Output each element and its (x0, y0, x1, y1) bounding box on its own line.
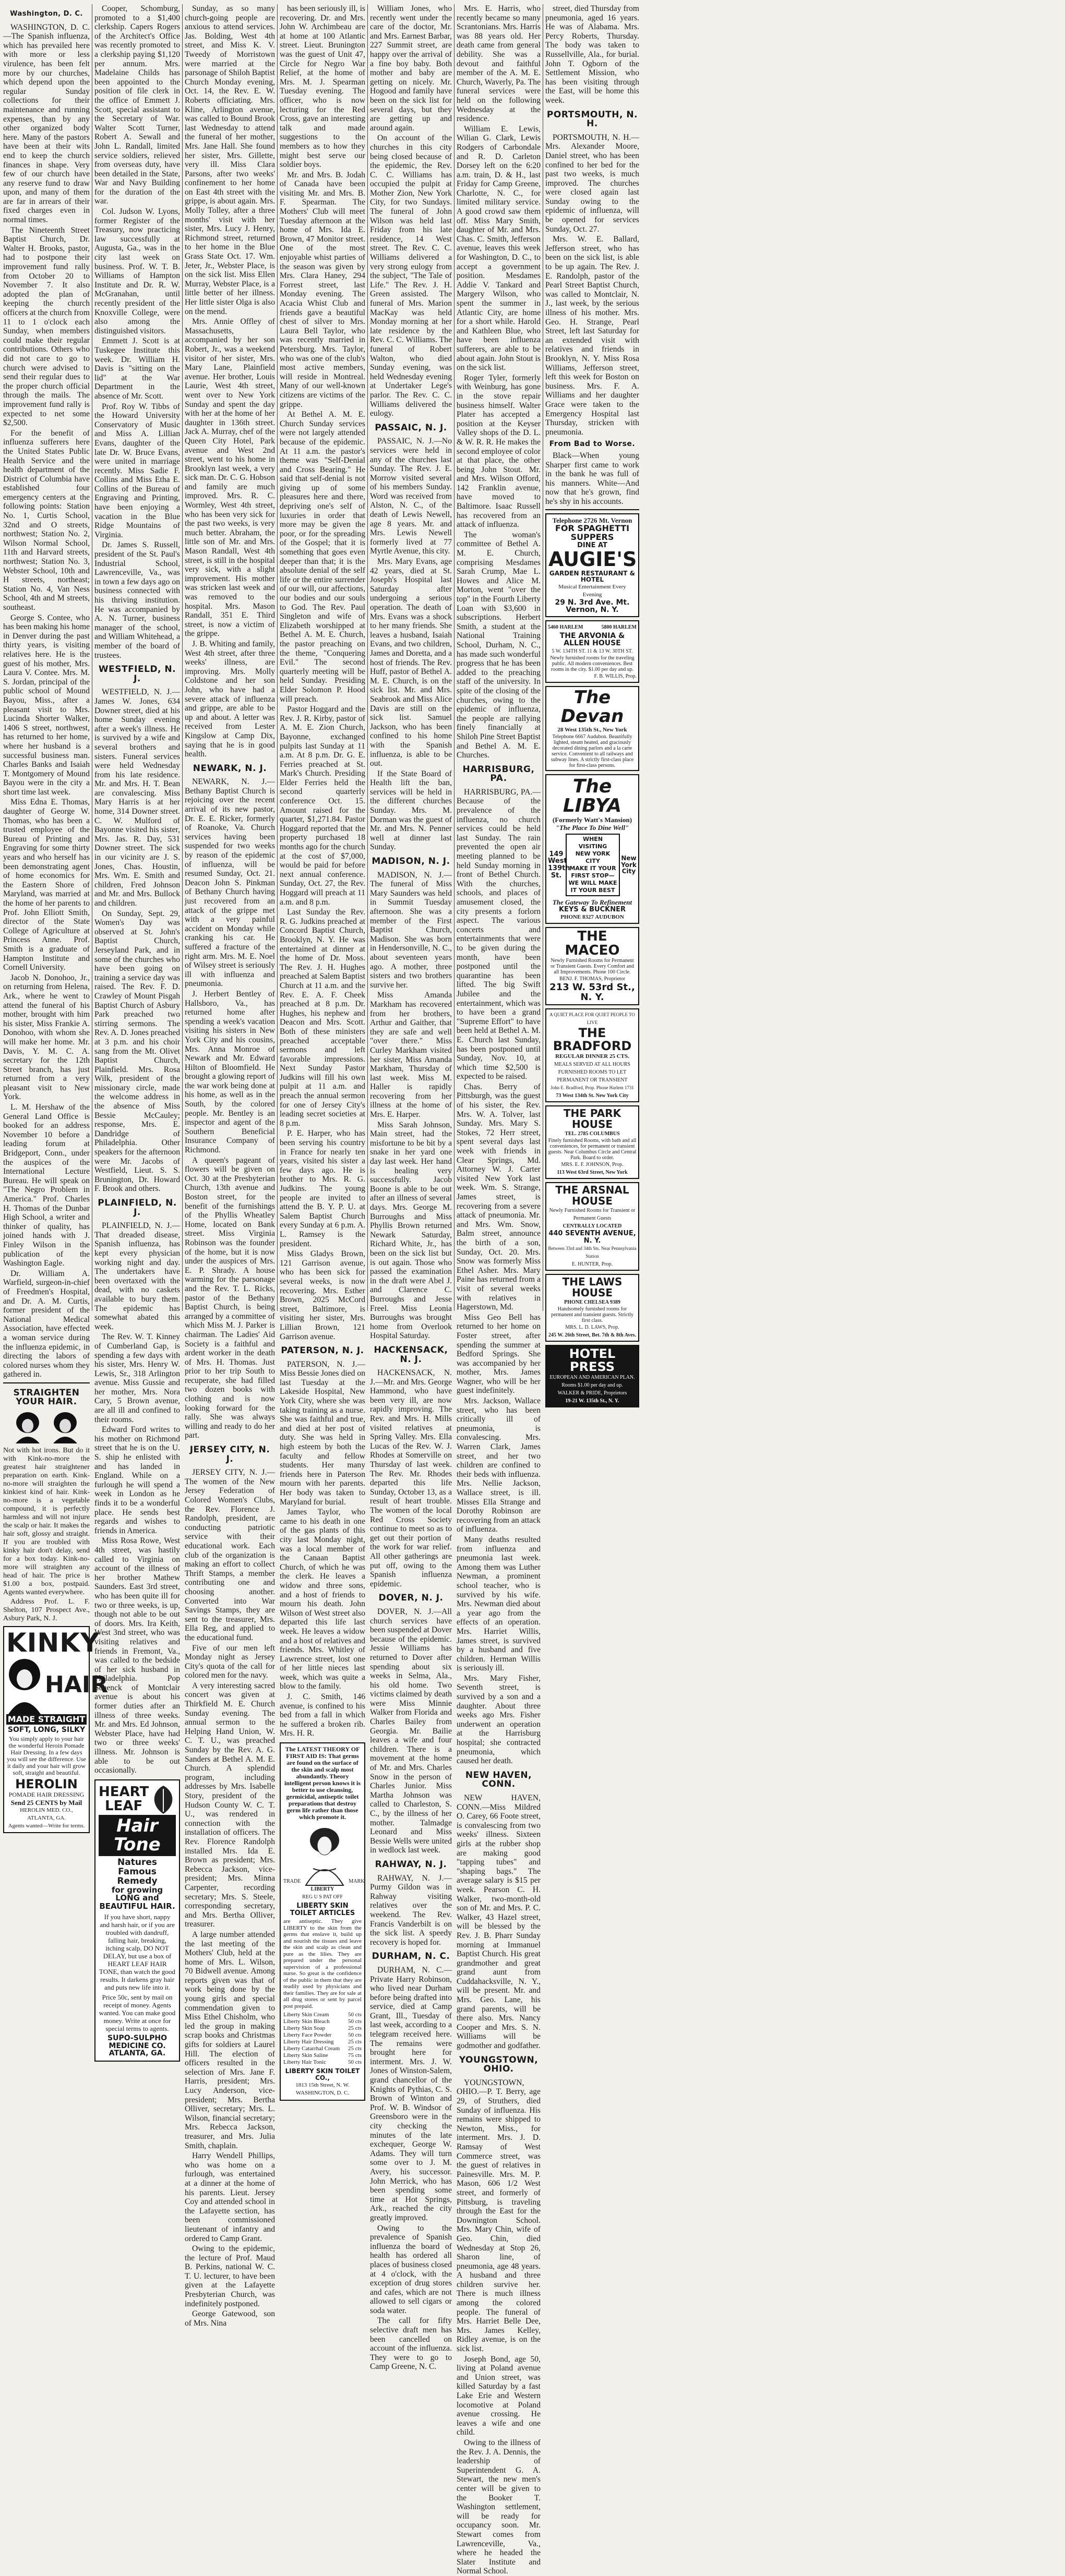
joke-text: Black—When young Sharper first came to work in the bank he was full of his manners. White—And now that he's grown, find he's shy in his accounts. (545, 451, 639, 506)
paragraph: J. B. Whiting and family, West 4th street, after three weeks' illness, are improving. Mrs. Molly Coldstone and her son John, who have had a severe attack of influenza and grippe, are able to be up and about. A letter was received from Lester Kingslow at Camp Dix, saying that he is in good health. (185, 639, 275, 759)
section-heading: DOVER, N. J. (378, 1593, 444, 1604)
section-heading: DURHAM, N. C. (372, 1951, 450, 1962)
hair-tone-price: Price 50c, sent by mail on receipt of money. Agents wanted. You can make good money. Write at once for special terms to agents. (99, 1993, 176, 2032)
price-item-price: 25 cts (348, 2025, 362, 2032)
liberty-theory: The LATEST THEORY OF FIRST AID IS: That germs are found on the surface of the skin and scalp most abundantly. Theory intelligent person knows it is better to use cleansing, germicidal, antiseptic toilet preparations that destroy germ life rather than those which promote it. (284, 1746, 361, 1821)
paragraph: George Gatewood, son of Mrs. Nina (185, 2309, 275, 2328)
arsnal-name: THE ARSNAL HOUSE (555, 1184, 629, 1208)
hair-tone-tagline: for growing LONG and BEAUTIFUL HAIR. (99, 1885, 175, 1911)
paragraph: Chas. Berry of Pittsburgh, was the guest of his sister, the Rev. Mrs. W. A. Tolver, last Sunday. Mrs. Mary S. Stokes, 72 Herr street, spent several days last week with friends in Clear Springs, Md. Attorney W. J. Carter visited New York last week. Wm. S. Strange, James street, is recovering from a severe attack of pneumonia. Mr. and Mrs. Wm. Snow, Balm street, announce the birth of a son, Sunday, Oct. 20. Mrs. Snow was formerly Miss Ethel Asher. Mrs. Mary Paine has returned from a visit of several weeks with relatives in Hagerstown, Md. (457, 1082, 541, 1312)
price-item-name: Liberty Skin Saline (283, 2052, 328, 2059)
section-heading: YOUNGSTOWN, OHIO. (459, 2054, 539, 2075)
price-item-price: 50 cts (348, 2012, 362, 2018)
augie-name: AUGIE'S (548, 547, 637, 571)
paragraph: Cooper, Schomburg, promoted to a $1,400 clerkship. Capers Rogers of the Architect's Office was recently promoted to a clerkship paying $1,120 per annum. Mrs. Madelaine Childs has been appointed to the position of file clerk in the office of Emmett J. Scott, special assistant to the Secretary of War. Walter Scott Turner, Robert A. Sewall and John L. Randall, limited service soldiers, relieved from overseas duty, have been detailed in the State, War and Navy Building for the duration of the war. (94, 4, 180, 206)
arsnal-address: 440 SEVENTH AVENUE, N. Y. (548, 1230, 636, 1245)
section-heading: HARRISBURG, PA. (462, 764, 535, 784)
ad-address: Address Prof. L. F. Shelton, 107 Prospect Ave., Asbury Park, N. J. (3, 1598, 90, 1623)
column-6 (457, 4, 541, 2576)
section-heading: PASSAIC, N. J. (375, 422, 447, 433)
price-row (283, 2012, 362, 2018)
maceo-name: THE MACEO (565, 928, 620, 959)
devan-ad (545, 686, 639, 771)
liberty-body: are antiseptic. They give LIBERTY to the skin from the germs that enslave it, build up and nourish the tissues and leave the skin and scalp as clean and pure as the lilies. They are prepared under the personal supervision of a professional nurse. So great is the confidence of the public in them that they are readily used by physicians and their families. They are for sale at all drug stores or sent by parcel post prepaid. (283, 1918, 362, 2009)
paragraph: Owing to the prevalence of Spanish influenza the board of health has ordered all places of business closed at 4 o'clock, with the exception of drug stores and cafes, which are not allowed to sell cigars or soda water. (370, 2223, 452, 2315)
laws-name: THE LAWS HOUSE (562, 1275, 623, 1299)
laws-prop: MRS. L. D. LAWS, Prop. (565, 1324, 619, 1330)
libya-number: 149 (549, 850, 564, 858)
paragraph: WASHINGTON, D. C.—The Spanish influenza, which has prevailed here with more or less virulence, has been felt more by our churches, which depend upon the regular Sunday collections for their maintenance and running expenses, than by any other organized body here. Many of the pastors have been at their wits end to keep the church finances in shape. Very few of our church have any reserve fund to draw upon, and many of them are far in arrears of their fixed charges even in normal times. (3, 22, 90, 225)
arvonia-body: Newly furnished rooms for the traveling public. All modern conveniences. Best rooms in the city. $1.00 per day and up. (550, 655, 635, 673)
paragraph: P. E. Harper, who has been serving his country in France for nearly ten years, visited his sister a few days ago. He is brother to Mrs. R. G. Judkins. The young people are invited to attend the B. Y. P. U. at Salem Baptist Church every Sunday at 6 p.m. A. L. Ramsey is the president. (280, 1129, 365, 1248)
press-prop: WALKER & PRIDE, Proprietors (557, 1390, 627, 1397)
paragraph: DURHAM, N. C.—Private Harry Robinson, who lived near Durham before being drafted into service, died at Camp Grant, Ill., Tuesday of last week, according to a telegram received here. The remains were brought here for interment. Mrs. J. W. Jones of Winston-Salem, grand chancellor of the Knights of Pythias, C. S. Brown of Winton and Prof. W. B. Windsor of Greensboro were in the city checking the minutes of the late exchequer, George W. Adams. They will turn some over to J. M. Avery, his successor. John Merrick, who has been spending some time at Hot Springs, Ark., reached the city greatly improved. (370, 1965, 452, 2222)
paragraph: NEW HAVEN, CONN.—Miss Mildred O. Carey, 66 Foote street, is convalescing from two weeks' illness. Sixteen girls at the rubber shop are making good "tapping tubes" and "shaping bags." The average salary is $15 per week. Pearson C. H. Walker, two-month-old son of Mr. and Mrs. P. C. Walker, 43 Hazel street, will be blessed by the Rev. J. B. Pharr Sunday morning at Immanuel Baptist Church. His great grandmother and great grand aunt from Cuddahacksville, N. Y., will be present. Mr. and Mrs. Geo. Lane, his grand parents, will be there also. Mrs. Nancy Cooper and Mrs. S. N. Williams will be godmother and godfather. (457, 1793, 541, 2051)
paragraph: PLAINFIELD, N. J.—That dreaded disease, Spanish influenza, has kept every physician working night and day. The undertakers have been overtaxed with the dead, with no caskets available to bury them. The epidemic has somewhat abated this week. (94, 1221, 180, 1331)
price-item-name: Liberty Skin Bleach (283, 2018, 330, 2025)
paragraph: Col. Judson W. Lyons, former Register of the Treasury, now practicing law successfully at Augusta, Ga., was in the city last week on business. Prof. W. T. B. Williams of Hampton Institute and Dr. R. W. McGranahan, until recently president of the Knoxville College, were also among the distinguished visitors. (94, 207, 180, 335)
column-rule (367, 4, 368, 1311)
bradford-name: THE BRADFORD (553, 1026, 632, 1054)
column-5 (370, 4, 452, 2372)
bradford-tag: A QUIET PLACE FOR QUIET PEOPLE TO LIVE (549, 1012, 635, 1026)
libya-tagline: "The Place To Dine Well" (555, 824, 629, 832)
maceo-prop: BENJ. F. THOMAS, Proprietor (559, 976, 626, 982)
laws-tel: PHONE CHELSEA 9389 (564, 1299, 620, 1305)
paragraph: A large number attended the last meeting of the Mothers' Club, held at the home of Mrs. L. Wilson, 70 Bidwell avenue. Among reports given was that of work being done by the young girls and special commendation given to Miss Ethel Chisholm, who led the group in making scrap books and Christmas gifts for soldiers at Laurel Hill. The election of officers resulted in the selection of Mrs. Jane F. Harris, president; Mrs. Lucy Anderson, vice-president; Mrs. Bertha Olliver, secretary; Mrs. L. Wilson, financial secretary; Mrs. Rebecca Jackson, treasurer, and Mrs. Julia Smith, chaplain. (185, 1930, 275, 2150)
price-item-name: Liberty Hair Dressing (283, 2039, 334, 2045)
section-heading: PATERSON, N. J. (281, 1345, 364, 1356)
woman-portrait-icon (50, 1411, 80, 1443)
paragraph: Dr. James S. Russell, president of the St. Paul's Industrial School, Lawrenceville, Va., was in town a few days ago on business connected with his thriving institution. He was accompanied by A. N. Turner, business manager of the school, and William Whitehead, a member of the board of trustees. (94, 540, 180, 660)
paragraph: Emmett J. Scott is at Tuskegee Institute this week. Dr. William H. Davis is "sitting on the lid" at the War Department in the absence of Mr. Scott. (94, 336, 180, 401)
liberty-label: LIBERTY (310, 1886, 334, 1893)
price-item-price: 50 cts (348, 2059, 362, 2066)
column-7-inner (545, 4, 639, 1407)
devan-name: The Devan (560, 687, 624, 727)
paragraph: PASSAIC, N. J.—No services were held in any of the churches last Sunday. The Rev. J. E. Morrow visited several of his members Sunday. Word was received from Alston, N. C., of the death of Lewis Newell, age 8 years. Mr. and Mrs. Lewis Newell formerly lived at 77 Myrtle Avenue, this city. (370, 437, 452, 556)
paragraph: At Bethel A. M. E. Church Sunday services were not largely attended because of the epidemic. At 11 a.m. the pastor's theme was "Self-Denial and Cross Bearing." He said that self-denial is not giving up of some pleasures here and there, depriving one's self of luxuries in order that more may be given the poor, or for the spreading of the Gospel; that it is something that goes even deeper than that; it is the absolute denial of the self life or the entire surrender of our will, our affections, our bodies and our souls to God. The Rev. Paul Singleton and wife of Elizabeth worshipped at Bethel A. M. E. Church, the pastor preaching on the theme, "Conquering Evil." The second quarterly meeting will be held Sunday. Presiding Elder Solomon P. Hood will preach. (280, 410, 365, 704)
section-heading: PLAINFIELD, N. J. (98, 1198, 177, 1218)
paragraph: The Nineteenth Street Baptist Church, Dr. Walter H. Brooks, pastor, had to postpone their improvement fund rally from October 20 to November 7. It also adopted the plan of keeping the church officers at the church from 11 to 1 o'clock each Sunday, when members could make their regular contributions. Others who did not care to go to church were advised to send their regular dues to the proper church official through the mails. The improvement fund rally is expected to net some $2,500. (3, 225, 90, 428)
bradford-line: FURNISHED ROOMS TO LET (558, 1069, 627, 1076)
kinky-body: You simply apply to your hair the wonderful Heroin Pomade Hair Dressing. In a few days you will see the difference. Use it daily and your hair will grow soft, straight and beautiful. (7, 1735, 86, 1777)
price-item-name: Liberty Face Powder (283, 2032, 332, 2039)
bradford-line: PERMANENT OR TRANSIENT (557, 1077, 628, 1084)
hair-tone-tagline: Natures Famous Remedy (117, 1857, 158, 1886)
ad-headline: STRAIGHTEN YOUR HAIR. (13, 1387, 80, 1407)
paragraph: JERSEY CITY, N. J.—The women of the New Jersey Federation of Colored Women's Clubs, the Rev. Florence J. Randolph, president, are conducting patriotic service with their educational work. Each club of the organization is making an effort to collect Thrift Stamps, a member contributing one and choosing another. Converted into War Savings Stamps, they are sent to the treasurer, Mrs. Ella Reg, and applied to the educational fund. (185, 1468, 275, 1642)
arvonia-address: 5 W. 134TH ST. 11 & 13 W. 30TH ST. (552, 648, 633, 655)
press-body: EUROPEAN AND AMERICAN PLAN. Rooms $1.00 per day and up. (549, 1375, 635, 1389)
libya-st: 139th (548, 864, 570, 873)
libya-st: St. (551, 871, 562, 880)
augie-line: DINE AT (577, 541, 607, 550)
liberty-city: WASHINGTON, D. C. (295, 2089, 350, 2096)
paragraph: Mr. and Mrs. B. Jodah of Canada have been visiting Mr. and Mrs. B. F. Spearman. The Mothers' Club will meet Tuesday afternoon at the home of Mrs. Ida E. Brown, 47 Monitor street. One of the most enjoyable whist parties of the season was given by Mrs. Clara Haney, 294 Forrest street, last Monday evening. The Acacia Whist Club and friends gave a beautiful chest of silver to Mrs. Laura Bell Taylor, who was recently married in Petersburg. Mrs. Taylor, who was one of the club's most active members, will reside in Montreal. Many of our well-known citizens are victims of the grippe. (280, 170, 365, 409)
send-cents: Send 25 CENTS by Mail (10, 1799, 82, 1807)
price-item-price: 50 cts (348, 2032, 362, 2039)
section-heading: WESTFIELD, N. J. (98, 664, 176, 684)
libya-ad (545, 774, 639, 924)
paragraph: MADISON, N. J.—The funeral of Miss Mary Saunders was held in Summit Tuesday afternoon. She was a member of the First Baptist Church, Madison. She was born in Hendersonville, N. C., about seventeen years ago. A mother, three sisters and two brothers survive her. (370, 870, 452, 990)
libya-callout-line: FIRST STOP— (571, 872, 615, 880)
devan-address: 28 West 135th St., New York (557, 726, 627, 733)
section-heading: RAHWAY, N. J. (375, 1859, 447, 1870)
ad-portraits (3, 1411, 90, 1443)
arsnal-prop: E. HUNTER, Prop. (571, 1261, 613, 1267)
park-house-ad (545, 1105, 639, 1179)
arsnal-near: Between 33rd and 34th Sts. Near Pennsylvania Station (548, 1245, 637, 1259)
price-item-name: Liberty Skin Soap (283, 2025, 326, 2032)
arsnal-body: Newly Furnished Rooms for Transient or Permanent Guests (549, 1208, 636, 1222)
paragraph: Mrs. W. E. Ballard, Jefferson street, who has been on the sick list, is able to be up again. The Rev. J. E. Randolph, pastor of the Pearl Street Baptist Church, was called to Montclair, N. J., last week, by the serious illness of his mother. Mrs. Geo. H. Strange, Pearl Street, left last Saturday for an extended visit with relatives and friends in Brooklyn, N. Y. Miss Rosa Williams, Jefferson street, left this week for Boston on business. Mrs. F. A. Williams and her daughter Grace were taken to the Emergency Hospital last Thursday, stricken with pneumonia. (545, 235, 639, 437)
paragraph: A very interesting sacred concert was given at Thirkfield M. E. Church Sunday evening. The annual sermon to the Helping Hand Union, W. C. T. U., was preached Sunday by the Rev. A. G. Sanders at Bethel A. M. E. Church. A splendid program, including addresses by Mrs. Isabelle Story, president of the Hudson County W. C. T. U., was rendered in connection with the installation of officers. The Rev. Florence Randolph installed Mrs. Ida E. Brown as president; Mrs. Rebecca Jackson, vice-president; Mrs. Minna Carpenter, recording secretary; Mrs. S. Steele, corresponding secretary, and Mrs. Bertha Olliver, treasurer. (185, 1681, 275, 1929)
maceo-address: 213 W. 53rd St., N. Y. (549, 982, 635, 1003)
bradford-line: John E. Bradford, Prop. Phone Harlem 1731 (551, 1085, 634, 1091)
herolin-company: HEROLIN MED. CO., ATLANTA, GA. (20, 1807, 73, 1822)
liberty-address: 1813 15th Street, N. W. (295, 2081, 350, 2088)
hair-tone-brand: Hair Tone (99, 1815, 176, 1856)
paragraph: street, died Thursday from pneumonia, aged 16 years. He was of Alabama. Mrs. Percy Roberts, Thursday. The body was taken to Russellville, Ala., for burial. John T. Ogborn of the Settlement Mission, who has been visiting through the East, will be home this week. (545, 4, 639, 105)
price-item-name: Liberty Hair Tonic (283, 2059, 327, 2066)
augie-line: FOR SPAGHETTI SUPPERS (555, 523, 630, 543)
paragraph: Prof. Roy W. Tibbs of the Howard University Conservatory of Music and Miss A. Lillian Evans, daughter of the late Dr. W. Bruce Evans, were united in marriage recently. Miss Sadie F. Collins and Miss Etha E. Collins of the Bureau of Engraving and Printing, have been enjoying a vacation in the Blue Ridge Mountains of Virginia. (94, 402, 180, 539)
park-name: THE PARK HOUSE (563, 1107, 621, 1131)
libya-callout-line: IT YOUR BEST (570, 887, 615, 894)
divider (545, 509, 639, 510)
price-row (283, 2045, 362, 2052)
paragraph: HARRISBURG, PA.—Because of the prevalence of the influenza, no church services could be held last Sunday. The rain prevented the open air meeting planned to be held Sunday morning in front of Bethel Church. With the churches, schools, and places of amusement closed, the city presents a forlorn aspect. The various concerts and entertainments that were to be given during the month, have been postponed until the quarantine has been lifted. The big Swift Jubilee and the entertainment, which was to have been a grand "Supreme Effort" to have been held at Bethel A. M. E. Church last Sunday, has been postponed until Sunday, Nov. 10, at which time $2,500 is expected to be raised. (457, 787, 541, 1081)
made-straight: MADE STRAIGHT (6, 1714, 87, 1725)
libya-west: West (548, 857, 567, 865)
arvonia-name: THE ARVONIA & ALLEN HOUSE (559, 631, 625, 648)
maceo-body: Newly Furnished Rooms for Permanent or Transient Guests. Every Comfort and all Improvements. Phone 100 Circle. (551, 958, 634, 976)
libya-callout-line: WE WILL MAKE (568, 880, 617, 887)
augies-ad (545, 513, 639, 617)
paragraph: Sunday, as so many church-going people are anxious to attend services. Jas. Bolding, West 4th street, and Miss K. V. Tweedy of Morristown were married at the parsonage of Shiloh Baptist Church Monday evening, Oct. 14, the Rev. E. W. Roberts officiating. Mrs. Kline, Arlington avenue, was called to Bound Brook last Wednesday to attend the funeral of her mother, Mrs. Jane Hall. She found her sister, Mrs. Gillette, very ill. Miss Clara Parsons, after two weeks' confinement to her home on East 4th street with the grippe, is about again. Mrs. Molly Tolley, after a three months' visit with her sister, Mrs. Lucy J. Henry, Richmond street, returned to her home in the Blue Grass State Oct. 17. Wm. Jeter, Jr., Webster Place, is on the sick list. Miss Ellen Murray, Webster Place, is a little better of her illness. Her little sister Olga is also on the mend. (185, 4, 275, 316)
bradford-address: 73 West 134th St. New York City (556, 1093, 629, 1099)
paragraph: PATERSON, N. J.—Miss Bessie Jones died on last Tuesday at the Lakeside Hospital, New York City, where she was taking training as a nurse. She was faithful and true, and died at her post of duty. She was held in high esteem by both the faculty and fellow students. Her many friends here in Paterson mourn with her parents. Her body was taken to Maryland for burial. (280, 1359, 365, 1507)
paragraph: Owing to the epidemic, the lecture of Prof. Maud B. Perkins, national W. C. T. U. lecturer, to have been given at the Lafayette Presbyterian Church, was indefinitely postponed. (185, 2244, 275, 2308)
hair-tone-city: ATLANTA, GA. (109, 2049, 166, 2058)
price-item-price: 25 cts (348, 2039, 362, 2045)
park-tel: TEL. 2785 COLUMBUS (565, 1131, 620, 1137)
laws-body: Handsomely furnished rooms for permanent and transient guests. Strictly first class. (551, 1306, 634, 1323)
paragraph: YOUNGSTOWN, OHIO.—P. T. Berry, age 29, of Struthers, died Sunday of influenza. His remains were shipped to Newton, Miss., for interment. Mrs. J. D. Ramsay of West Commerce street, was the guest of relatives in Painesville. Mrs. M. P. Mason, 606 1/2 West street, and formerly of Pittsburg, is traveling through the East for the Downington School. Mrs. Mary Chin, wife of Geo. Chin, died Wednesday at Stop 26, Sharon line, of pneumonia, age 48 years. A husband and three children survive her. There is much illness among the colored people. The funeral of Mrs. Harriet Belle Dee, Mrs. James Kelley, Ridley avenue, is on the sick list. (457, 2078, 541, 2354)
section-heading: NEWARK, N. J. (193, 763, 267, 774)
liberty-woman-icon (301, 1823, 349, 1885)
park-address: 113 West 63rd Street, New York (557, 1170, 628, 1176)
paragraph: DOVER, N. J.—All church services have been suspended at Dover because of the epidemic. Jessie Williams has returned to Dover after spending about six weeks in Selma, Ala., his old home. Two victims claimed by death were Miss Minnie Walker from Florida and Charles Bailey from Georgia. Mr. Bailie leaves a wife and four children. There is a movement at the home of Mr. and Mrs. Charles Snow in the person of Charles Junior. Miss Martha Johnson was called to Charleston, S. C., by the illness of her mother. Talmadge Leonard and Miss Bessie Wells were united in wedlock last week. (370, 1607, 452, 1855)
libya-new: New (621, 854, 637, 862)
leaf-icon (149, 1784, 178, 1815)
paragraph: Miss Gladys Brown, 121 Garrison avenue, who has been sick for several weeks, is now recovering. Mrs. Esther Brown, 2025 McCord street, Baltimore, is visiting her sister, Mrs. Lillian Brown, 121 Garrison avenue. (280, 1249, 365, 1341)
arvonia-phone: 5800 HARLEM (601, 624, 637, 631)
paragraph: For the benefit of influenza sufferers here the United States Public Health Service and the health department of the District of Columbia have established four emergency centers at the following points: Station No. 1, Curtis School, 32nd and O streets, northwest; Station No. 2, Wilson Normal School, 11th and Harvard streets, northwest; Station No. 3, Webster School, 10th and H streets, northeast; Station No. 4, Van Ness School, 4th and M streets, southeast. (3, 428, 90, 612)
libya-callout-line: WHEN VISITING (578, 836, 607, 850)
libya-callout-line: MAKE IT YOUR (569, 865, 616, 872)
pomade-label: POMADE HAIR DRESSING (8, 1791, 85, 1799)
augie-line: Musical Entertainment Every Evening (558, 583, 626, 598)
maceo-ad (545, 927, 639, 1005)
paragraph: If the State Board of Health lift the ban, services will be held in the different churches Sunday. Mrs. M. Dorman was the guest of Mr. and Mrs. N. Penner well at dinner last Sunday. (370, 769, 452, 852)
bradford-line: REGULAR DINNER 25 CTS. (555, 1053, 629, 1060)
paragraph: Jacob N. Donohoo, Jr., on returning from Helena, Ark., where he went to attend the funeral of his mother, brought with him his sister, Miss Frankie A. Donohoo, with whom she will make her home. Mr. Davis, Y. M. C. A. secretary for the 12th Street branch, has just returned from a very pleasant visit to New York. (3, 973, 90, 1102)
augie-line: GARDEN RESTAURANT & HOTEL (549, 569, 636, 584)
divider (3, 1382, 90, 1383)
paragraph: has been seriously ill, is recovering. Dr. and Mrs. John W. Archimbeau are at home at 100 Atlantic street. Lieut. Brunington was the guest of Unit 47, Circle for Negro War Relief, at the home of Mrs. M. J. Spearman Tuesday evening. The officer, who is now lecturing for the Red Cross, gave an interesting talk and made suggestions to the members as to how they might best serve our soldier boys. (280, 4, 365, 170)
paragraph: Joseph Bond, age 50, living at Poland avenue and Union street, was killed Saturday by a fast Lake Erie and Western locomotive at Poland avenue crossing. He leaves a wife and one child. (457, 2354, 541, 2437)
paragraph: Last Sunday the Rev. R. G. Judkins preached at Concord Baptist Church, Brooklyn, N. Y. He was entertained at dinner at the home of Dr. Moss. The Rev. J. H. Hughes preached at Salem Baptist Church at 11 a.m. and the Rev. E. A. F. Cheek preached at 8 p.m. Dr. Hughes, his nephew and Deacon and Mrs. Scott. Both of these ministers preached acceptable sermons and left favorable impressions. Next Sunday Pastor Judkins will fill his own pulpit at 11 a.m. and preach the annual sermon for one of Jersey City's leading secret societies at 8 p.m. (280, 908, 365, 1128)
paragraph: Miss Geo Bell has returned to her home on Foster street, after spending the summer at Bedford Springs. She was accompanied by her mother, Mrs. James Wagner, who will be her guest indefinitely. (457, 1313, 541, 1395)
hotel-press-ad (545, 1345, 639, 1407)
column-rule (277, 4, 278, 1311)
section-heading: HACKENSACK, N. J. (374, 1344, 448, 1365)
kinky-hair-word: HAIR (45, 1671, 109, 1699)
laws-address: 245 W. 26th Street, Bet. 7th & 8th Aves. (548, 1332, 636, 1338)
section-heading: MADISON, N. J. (372, 856, 450, 867)
arvonia-ad (545, 620, 639, 683)
paragraph: James Taylor, who came to his death in one of the gas plants of this city last Monday night, was a local member of the Canaan Baptist Church, of which he was the clerk. He leaves a widow and three sons, and a host of friends to mourn his death. John Wilson of West street also departed this life last week. He leaves a widow and a host of relatives and friends. Mrs. Whitley of Lawrence street, lost one of her little nieces last week, which was quite a blow to the family. (280, 1508, 365, 1691)
column-4 (280, 4, 365, 2096)
arvonia-phone: 5460 HARLEM (548, 624, 583, 631)
column-3 (185, 4, 275, 2328)
paragraph: Roger Tyler, formerly with Weinburg, has gone in the stove repair business himself. Walter Plater has accepted a position at the Keyser Valley shops of the D. L. & W. R. R. He makes the second employee of color at that place, the other being John Stout. Mr. and Mrs. Wilson Offord, 142 Franklin avenue, have moved to Baltimore. Isaac Russell has recovered from an attack of influenza. (457, 373, 541, 529)
paragraph: NEWARK, N. J.—Bethany Baptist Church is rejoicing over the recent arrival of its new pastor, Dr. E. E. Ricker, formerly of Roanoke, Va. Church services having been suspended for two weeks by reason of the epidemic of influenza, will be resumed Sunday, Oct. 21. Deacon John S. Pinkman of Bethany Church having just recovered from an attack of the grippe met with a very painful accident on Monday while cranking his car. He suffered a fracture of the right arm. Mrs. M. E. Noel of Wilsey street is seriously ill with influenza and pneumonia. (185, 777, 275, 989)
arvonia-tags (548, 623, 637, 632)
libya-street (548, 850, 570, 880)
park-body: Finely furnished Rooms, with bath and all conveniences, for permanent or transient guests. Near Columbus Circle and Central Park. Board to order. (548, 1138, 637, 1161)
paragraph: William E. Lewis, Wilian G. Clark, Lewis Rodgers of Carbondale and R. D. Carleton Dorsey left on the 6:20 a.m. train, D. & H., last Friday for Camp Greene, Charlotte, N. C., for limited military service. A good crowd saw them off. Miss Mary Smith, daughter of Mr. and Mrs. Chas. C. Smith, Jefferson avenue, leaves this week for Washington, D. C., to accept a government position. Mesdames Addie V. Tankard and Margery Wilson, who spent the summer in Atlantic City, are home for a short while. Harold and Kathleen Blue, who have been influenza sufferers, are able to be about again. John Stout is on the sick list. (457, 124, 541, 372)
paragraph: Many deaths resulted from influenza and pneumonia last week. Among them was Luther Newman, a prominent school teacher, who is survived by his wife. Mrs. Newman died about a year ago from the effects of an operation. Mrs. Harriet Willis, James street, is survived by a husband and five children. Herman Willis is seriously ill. (457, 1535, 541, 1673)
augie-telephone: Telephone 2726 Mt. Vernon (552, 516, 632, 525)
libya-callout (566, 834, 620, 896)
heart-word: HEART (99, 1784, 149, 1800)
paragraph: Owing to the illness of the Rev. J. A. Dennis, the leadership of Superintendent G. A. Stewart, the new men's center will be given to the Booker T. Washington settlement, will be ready for occupancy soon. Mr. Stewart comes from Lawrenceville, Va., where he headed the Slater Institute and Normal School. (457, 2438, 541, 2576)
paragraph: Dr. William A. Warfield, surgeon-in-chief of Freedmen's Hospital, and Dr. A. M. Curtis, former president of the National Medical Association, have effected a woman service during the influenza epidemic, in directing the labors of colored nurses whom they gathered in. (3, 1269, 90, 1379)
paragraph: RAHWAY, N. J.—Purmy Gildon was in Rahway visiting relatives over the weekend. The Rev. Francis Vanderbilt is on the sick list. A speedy recovery is hoped for. (370, 1873, 452, 1947)
ad-body: Not with hot irons. But do it with Kink-no-more the greatest hair straightener preparation on earth. Kink-no-more will straighten the kinkiest kind of hair. Kink-no-more is a vegetable compound, it is perfectly harmless and will not injure the scalp or hair. It makes the hair soft, glossy and straight. If you are troubled with kinky hair don't delay, send for a box today. Kink-no-more will straighten any head of hair. The price is $1.00 a box, postpaid. Agents wanted everywhere. (3, 1447, 90, 1597)
arsnal-ad (545, 1182, 639, 1270)
libya-city (621, 855, 637, 875)
paragraph: J. Herbert Bentley of Hallsboro, Va., has returned home after spending a week's vacation visiting his sisters in New York City and his cousins, Mrs. Anna Monroe of Newark and Mr. Edward Hilton of Bloomfield. He brought a glowing report of the war work being done at his home, as well as in the South, by the colored people. Mr. Bentley is an inspector and agent of the Southern Beneficial Insurance Company of Richmond. (185, 989, 275, 1155)
column-1 (3, 4, 109, 1829)
section-heading: NEW HAVEN, CONN. (465, 1770, 532, 1790)
paragraph: George S. Contee, who has been making his home in Denver during the past thirty years, is visiting relatives here. He is the guest of his mother, Mrs. Laura V. Contee. Mrs. M. S. Jordan, principal of the public school of Mound Bayou, Miss., after a pleasant visit to Mrs. Lucinda Shorter Walker, 1406 S street, northwest, has returned to her home, where her husband is a successful business man. Charles Banks and Isaiah T. Montgomery of Mound Bayou were in the city a short time last week. (3, 613, 90, 797)
paragraph: On Sunday, Sept. 29, Women's Day was observed at St. John's Baptist Church, Jerseyland Park, and in some of the churches who have been going on training a service day was raised. The Rev. F. D. Crawley of Mount Pisgah Baptist Church of Asbury Park preached two stirring sermons. The Rev. A. D. Jones preached at 3 p.m. and his choir sang from the Mt. Olivet Baptist Church, Plainfield. Mrs. Rosa Wilk, president of the missionary circle, made the welcome address in the absence of Miss Bessie McCauley; response, Mrs. E. Dandridge of Philadelphia. Other speakers for the afternoon were Mr. Jacobs of Westfield, Lieut. S. S. Brunington, Dr. Howard F. Brook and others. (94, 909, 180, 1194)
paragraph: Mrs. Mary Fisher, Seventh street, is survived by a son and a daughter. About three weeks ago Mrs. Fisher underwent an operation at the Harrisburg hospital; she contracted pneumonia, which caused her death. (457, 1674, 541, 1766)
libya-props: KEYS & BUCKNER (559, 906, 626, 914)
paragraph: HACKENSACK, N. J.—Mr. and Mrs. George Hammond, who have been very ill, are now rapidly improving. The Rev. and Mrs. H. Mills visited relatives at Spring Valley. Mrs. Ella Lucas of the Rev. W. J. Rhodes at Somerville on Thursday of last week. The Rev. Mr. Rhodes departed this life Sunday, October 13, as a result of heart trouble. The women of the local Red Cross Society continue to meet so as to get out their portion of the work for war relief. All other gatherings are put off, owing to the Spanish influenza epidemic. (370, 1368, 452, 1588)
libya-gateway: The Gateway To Refinement (552, 898, 632, 907)
price-row (283, 2052, 362, 2059)
mark-label: MARK (349, 1879, 365, 1885)
libya-subtitle: (Formerly Watt's Mansion) (552, 816, 632, 824)
liberty-price-list (283, 2012, 362, 2066)
price-row (283, 2025, 362, 2032)
price-row (283, 2039, 362, 2045)
liberty-company: LIBERTY SKIN TOILET CO., (285, 2067, 360, 2081)
joke-heading: From Bad to Worse. (549, 440, 636, 449)
reg-label: REG U S PAT OFF (302, 1894, 343, 1900)
press-name: HOTEL PRESS (569, 1346, 616, 1374)
price-item-price: 25 cts (348, 2045, 362, 2052)
column-7 (545, 4, 1062, 1404)
section-heading: PORTSMOUTH, N. H. (546, 109, 638, 129)
paragraph: Mrs. Mary Evans, age 42 years, died at St. Joseph's Hospital last Saturday after undergoing a serious operation. The death of Mrs. Evans was a shock to her many friends. She leaves a husband, Isaiah Evans, and two children, James and Doretta, and a host of friends. The Rev. Huff, pastor of Bethel A. M. E. Church, is on the sick list. Mr. and Mrs. Seabrook and Miss Alice Davis are still on the sick list. Samuel Jackson, who has been confined to his home with the Spanish influenza, is able to be out. (370, 557, 452, 768)
kinky-title: KINKY (6, 1628, 100, 1658)
paragraph: The call for fifty selective draft men has been cancelled on account of the influenza. They were to go to Camp Greene, N. C. (370, 2316, 452, 2372)
hair-tone-body: If you have short, nappy and harsh hair, or if you are troubled with dandruff, falling hair, breaking, itching scalp, DO NOT DELAY, but use a box of HEART LEAF HAIR TONE, than watch the good results. It darkens gray hair and puts new life into it. (99, 1912, 175, 1991)
paragraph: WESTFIELD, N. J.—James W. Jones, 634 Downer street, died at his home Sunday evening after a week's illness. He is survived by a wife and several brothers and sisters. Funeral services were held Wednesday from his late residence. Mr. and Mrs. H. T. Bean are convalescing. Miss Mary Harris is at her home, 314 Downer street. C. W. Mulford of Bayonne visited his sister, Mrs. Jas. R. Day, 531 Downer street. The sick in our vicinity are J. S. Jones, Chas. Houstin, Mrs. Wm. E. Smith and children, Fred Johnson and Mr. and Mrs. Bullock and children. (94, 688, 180, 908)
libya-york: York (621, 861, 637, 869)
trade-label: TRADE (283, 1879, 301, 1885)
hair-tone-company: SUPO-SULPHO MEDICINE CO. (107, 2033, 167, 2050)
laws-house-ad (545, 1274, 639, 1342)
paragraph: Miss Rosa Rowe, West 4th street, was hastily called to Virginia on account of the illness of her brother Mathew Saunders. East 3rd street, who has been quite ill for two or three weeks, is up, though not able to be out of doors. Mrs. Ira Keith, West 3nd street, who was visiting relatives and friends in Fremont, Va., was called to the bedside of her sick husband in Philadelphia. Pop Schenck of Montclair avenue is about his former duties after an illness of three weeks. Mr. and Mrs. Ed Johnson, Webster Place, have had two or three weeks' illness. Mr. Johnson is able to be out occasionally. (94, 1536, 180, 1775)
paragraph: On account of the churches in this city being closed because of the epidemic, the Rev. C. C. Williams has occupied the pulpit at Mother Zion, New York City, for two Sundays. The funeral of John Wilson was held last Friday from his late residence, 14 West street. The Rev. C. C. Williams delivered a very strong eulogy from the subject, "The Tale of Life." The Rev. J. H. Green assisted. The funeral of Mrs. Marion MacKay was held Monday morning at her late residence by the Rev. C. C. Williams. The funeral of Robert Walton, who died Sunday evening, was held Wednesday evening at Undertaker Lege's parlor. The Rev. C. C. Williams delivered the eulogy. (370, 134, 452, 418)
paragraph: Edward Ford writes to his mother on Richmond street that he is on the U. S. ship he enlisted with and has landed in England. While on a furlough he will spend a week in London as he finds it to be a wonderful place. He sends best regards and wishes to friends in America. (94, 1425, 180, 1535)
bradford-line: MEALS SERVED AT ALL HOURS (554, 1062, 630, 1068)
arvonia-prop: F. B. WILLIS, Prop. (594, 673, 637, 680)
column-rule (182, 4, 183, 1311)
liberty-skin-ad (280, 1742, 365, 2100)
park-prop: MRS. E. F. JOHNSON, Prop. (561, 1162, 624, 1168)
libya-phone: PHONE 8327 AUDUBON (560, 913, 624, 920)
price-item-price: 75 cts (348, 2052, 362, 2059)
price-row (283, 2059, 362, 2066)
paragraph: William Jones, who recently went under the care of the doctor, Mr. and Mrs. Earnest Barbar, 227 Summit street, are happy over the arrival of a fine boy baby. Both mother and baby are getting on nicely. Mr. Hogood and family have been on the sick list for several days, but they are getting up and around again. (370, 4, 452, 133)
dateline: Washington, D. C. (10, 10, 83, 18)
paragraph: A queen's pageant of flowers will be given on Oct. 30 at the Presbyterian Church, 13th avenue and Boston street, for the benefit of the furnishings of the Phyllis Wheatley Home, located on Bank street. Miss Virginia Robinson was the founder of the home, but it is now under the auspices of Mrs. E. P. Shrady. A house warming for the parsonage and the Rev. T. L. Ricks, pastor of the Bethany Baptist Church, is being arranged by a committee of which Miss M. J. Parker is chairman. The Ladies' Aid Society is a faithful and ardent worker in the death of Mrs. H. Thomas. Just prior to her trip South to recuperate, she had filled two dozen books with clothing and is now looking forward for the rally. She was always willing and ready to do her part. (185, 1155, 275, 1440)
price-item-name: Liberty Skin Cream (283, 2012, 329, 2018)
soft-long-silky: SOFT, LONG, SILKY (7, 1726, 86, 1735)
paragraph: Miss Amanda Markham has recovered from her brothers, Arthur and Gaither, that they are safe and well "over there." Miss Curley Markham visited her sister, Miss Amanda Markham, Thursday of last week. Miss M. Haller is rapidly recovering from her illness at the home of Mrs. E. Harper. (370, 991, 452, 1120)
leaf-word: LEAF (105, 1798, 143, 1814)
paragraph: The Rev. W. T. Kinney of Cumberland Gap, is spending a few days with his sister, Mrs. Henry W. Lewis, Sr., 318 Arlington avenue. Miss Gussie and her mother, Mrs. Nora Cary, 5 Brown avenue, are all ill and confined to their rooms. (94, 1332, 180, 1424)
paragraph: Mrs. Annie Offley of Massachusetts, accompanied by her son Robert, Jr., was a weekend visitor of her sister, Mrs. Mary Lane, Plainfield avenue. Her brother, Louis Laurie, West 4th street, went over to New York Sunday and spent the day with her at the home of her daughter in 136th street. Jack A. Murray, chef of the Queen City Hotel, Park avenue and West 2nd street, went to his home in Brooklyn last week, a very sick man. Dr. C. G. Hobson and family are much improved. Mrs. R. C. Wormley, West 4th street, who has been very sick for the past two weeks, is very much better. Abraham, the little son of Mr. and Mrs. Mason Randall, West 4th street, is still in the hospital very sick, with a slight improvement. His mother was stricken last week and was removed to the hospital. Mrs. Mason Randall, 351 E. Third street, is now a victim of the grippe. (185, 317, 275, 639)
woman-portrait-icon (13, 1411, 43, 1443)
paragraph: Harry Wendell Phillips, who was home on a furlough, was entertained at a dinner at the home of his parents. Lieut. Jersey Coy and attended school in the Lafayette section, has been commissioned lieutenant of infantry and ordered to Camp Grant. (185, 2151, 275, 2243)
devan-body: Telephone 6667 Audubon. Beautifully lighted, steam heated, and graciously decorated dining parlors and a la carte service. Convenient to all railways and subway lines. A strictly first-class place for first-class persons. (551, 733, 634, 768)
press-address: 19-21 W. 135th St., N. Y. (565, 1398, 619, 1404)
libya-callout-line: NEW YORK CITY (575, 850, 611, 865)
paragraph: PORTSMOUTH, N. H.—Mrs. Alexander Moore, Daniel street, who has been confined to her bed for the past two weeks, is much improved. The churches were closed again last Sunday owing to the epidemic of influenza, will be opened for services Sunday, Oct. 27. (545, 133, 639, 234)
paragraph: Five of our men left Monday night as Jersey City's quota of the call for colored men for the navy. (185, 1643, 275, 1680)
paragraph: Pastor Hoggard and the Rev. J. R. Kirby, pastor of A. M. E. Zion Church, Bayonne, exchanged pulpits last Sunday at 11 a.m. At 8 p.m. Dr. G. E. Ferries preached at St. Mark's Church. Presiding Elder Ferries held the second quarterly conference Oct. 15. Amount raised for the quarter, $1,271.84. Pastor Hoggard reported that the property purchased 18 months ago for the church at the cost of $7,000, would be paid for before next annual conference. Sunday, Oct. 27, the Rev. Hoggard will preach at 11 a.m. and 8 p.m. (280, 705, 365, 907)
paragraph: The woman's committee of Bethel A. M. E. Church, comprising Mesdames Sarah Crump, Mae L. Howes and Alice M. Morton, went "over the top" in the Fourth Liberty Loan with $3,600 in subscriptions. Herbert Smith, a student at the National Training School, Durham, N. C., has made such wonderful progress that he has been added to the preaching staff of the university. In spite of the closing of the churches, owing to the epidemic of influenza, the people are rallying finely financially at Shiloh Pine Street Baptist and Bethel A. M. E. Churches. (457, 530, 541, 760)
price-item-price: 50 cts (348, 2018, 362, 2025)
column-2 (94, 4, 180, 2058)
paragraph: Mrs. Jackson, Wallace street, who has been critically ill of pneumonia, is convalescing. Mrs. Warren Clark, James street, and her two children are confined to their beds with influenza. Mrs. Nellie Jackson, Wallace street, is ill. Misses Ella Strange and Dorothy Robinson are recovering from an attack of influenza. (457, 1397, 541, 1534)
arsnal-location: CENTRALLY LOCATED (563, 1223, 622, 1230)
herolin-brand: HEROLIN (15, 1777, 78, 1792)
libya-name: The LIBYA (563, 775, 622, 817)
price-item-name: Liberty Catarrhal Cream (283, 2045, 340, 2052)
paragraph: Mrs. E. Harris, who recently became so many Scrantonians. Mrs. Harris was 88 years old. Her death came from general debility. She was a devout and faithful member of the A. M. E. Church, Waverly, Pa. The funeral services were held on the following Wednesday at the residence. (457, 4, 541, 124)
price-row (283, 2032, 362, 2039)
augie-address: 29 N. 3rd Ave. Mt. Vernon, N. Y. (555, 598, 630, 615)
paragraph: L. M. Hershaw of the General Land Office is booked for an address November 10 before a leading forum at Bridgeport, Conn., under the auspices of the International Lecture Bureau. He will speak on "The Negro Problem in America." Prof. Charles H. Thomas of the Dunbar High School, a writer and thinker of quality, has joined hands with J. Finley Wilson in the publication of the Washington Eagle. (3, 1103, 90, 1268)
heart-leaf-ad (94, 1779, 180, 2062)
paragraph: Miss Sarah Johnson, Main street, had the misfortune to be bit by a snake in her yard one day last week. Her hand is healing very successfully. Jacob Boone is able to be out after an illness of several days. Mrs. George M. Burroughs and Miss Phyllis Brown returned Newark Saturday, Richard White, Jr., has been on the sick list but is out again. Those who passed the examination in the draft were Abel J. and Clarence C. Burroughs and Jesse Freel. Miss Leonia Burroughs was brought home from Overlook Hospital Saturday. (370, 1120, 452, 1341)
bradford-ad (545, 1008, 639, 1102)
agents-wanted: Agents wanted—Write for terms. (8, 1823, 85, 1829)
paragraph: J. C. Smith, 146 avenue, is confined to his bed from a fall in which he suffered a broken rib. Mrs. H. R. (280, 1692, 365, 1738)
libya-city-word: City (621, 868, 636, 875)
paragraph: Miss Edna E. Thomas, daughter of George W. Thomas, who has been a trusted employee of the Bureau of Printing and Engraving for some thirty years and who herself has been demonstrating agent of home economics for the Eastern Shore of Maryland, was married at the home of her parents to Prof. John Elliott Smith, director of the State College of Agriculture at Princess Anne. Prof. Smith is a graduate of Hampton Institute and Cornell University. (3, 798, 90, 972)
section-heading: JERSEY CITY, N. J. (189, 1445, 270, 1464)
kinky-hair-ad (3, 1626, 109, 1833)
price-row (283, 2018, 362, 2025)
liberty-title: LIBERTY SKIN TOILET ARTICLES (290, 1902, 355, 1917)
woman-portrait-icon (6, 1657, 43, 1714)
